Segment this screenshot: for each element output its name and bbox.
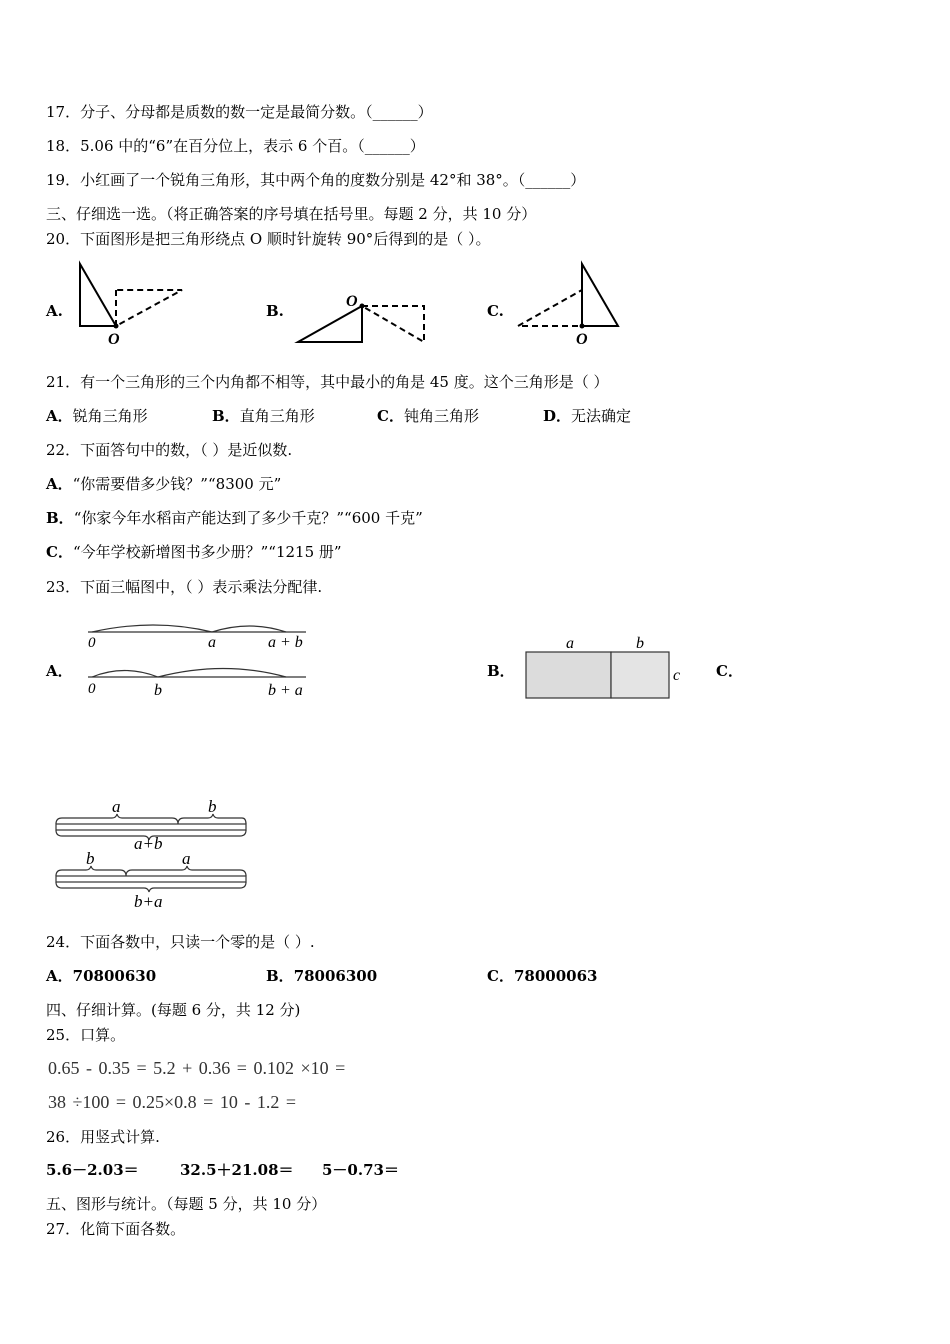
brace-label-a-2: a (182, 849, 191, 868)
rect-label-a: a (566, 635, 574, 652)
mental-math-row-1: 0.65 - 0.35 = 5.2 + 0.36 = 0.102 ×10 = (48, 1058, 346, 1078)
q21-option-b: B．直角三角形 (212, 407, 315, 425)
pivot-label: O (346, 293, 358, 310)
triangle-original (298, 306, 362, 342)
jump-arc-a2 (158, 669, 286, 678)
question-17: 17．分子、分母都是质数的数一定是最简分数。（______） (46, 103, 433, 121)
q23-braces-figure (50, 796, 260, 911)
triangle-rotated-dashed (518, 290, 582, 326)
label-b: b (154, 682, 162, 699)
q24-option-a: A．70800630 (46, 967, 157, 985)
question-24: 24．下面各数中，只读一个零的是（ ）. (46, 933, 315, 951)
question-25: 25．口算。 (46, 1026, 126, 1044)
q24-option-b: B．78006300 (266, 967, 378, 985)
q23-numberline-figure (84, 618, 314, 698)
pivot-point (360, 304, 365, 309)
rect-part-b (611, 652, 669, 698)
brace-label-a: a (112, 797, 121, 816)
bottom-brace-2 (56, 882, 246, 892)
jump-arc-b2 (92, 671, 158, 678)
section-4-heading: 四、仔细计算。(每题 6 分，共 12 分) (46, 1001, 301, 1019)
q23-option-c: C． (716, 662, 743, 680)
rect-part-a (526, 652, 611, 698)
pivot-label: O (108, 331, 120, 348)
mental-math-row-2: 38 ÷100 = 0.25×0.8 = 10 - 1.2 = (48, 1092, 296, 1112)
q20-option-a: A. (46, 302, 63, 320)
section-3-heading: 三、仔细选一选。（将正确答案的序号填在括号里。每题 2 分，共 10 分） (46, 205, 537, 223)
label-zero-2: 0 (88, 681, 96, 697)
brace-label-b-plus-a: b+a (134, 892, 163, 911)
rect-label-c: c (673, 667, 681, 684)
question-21: 21．有一个三角形的三个内角都不相等，其中最小的角是 45 度。这个三角形是（ ） (46, 373, 609, 391)
label-b-plus-a: b + a (268, 682, 303, 699)
q20-figure-a (70, 258, 220, 348)
rect-label-b: b (636, 635, 644, 652)
bar-1 (56, 824, 246, 830)
q20-option-b: B. (266, 302, 284, 320)
question-26: 26．用竖式计算. (46, 1128, 160, 1146)
brace-label-a-plus-b: a+b (134, 834, 163, 853)
q21-option-d: D．无法确定 (543, 407, 632, 425)
question-20: 20．下面图形是把三角形绕点 O 顺时针旋转 90°后得到的是（ ）。 (46, 230, 491, 248)
q21-option-c: C．钝角三角形 (377, 407, 479, 425)
q21-option-a: A．锐角三角形 (46, 407, 148, 425)
label-a: a (208, 634, 216, 651)
q22-option-c: C．“今年学校新增图书多少册？”“1215 册” (46, 543, 342, 561)
question-27: 27．化简下面各数。 (46, 1220, 186, 1238)
label-zero: 0 (88, 635, 96, 651)
brace-label-b: b (208, 797, 217, 816)
pivot-point (580, 324, 585, 329)
question-22: 22．下面答句中的数，（ ）是近似数. (46, 441, 293, 459)
top-brace-a (56, 814, 178, 824)
q20-figure-c (510, 258, 660, 348)
q20-option-c: C. (487, 302, 504, 320)
vertical-calc-2: 32.5＋21.08＝ (180, 1161, 294, 1179)
pivot-label: O (576, 331, 588, 348)
top-brace-a2 (126, 866, 246, 876)
jump-arc-b (212, 626, 286, 632)
question-19: 19．小红画了一个锐角三角形，其中两个角的度数分别是 42°和 38°。（______） (46, 171, 586, 189)
label-a-plus-b: a + b (268, 634, 303, 651)
question-18: 18．5.06 中的“6”在百分位上，表示 6 个百。（______） (46, 137, 425, 155)
pivot-point (114, 324, 119, 329)
question-23: 23．下面三幅图中，（ ）表示乘法分配律. (46, 578, 323, 596)
q23-option-b: B． (487, 662, 515, 680)
vertical-calc-1: 5.6－2.03＝ (46, 1161, 139, 1179)
section-5-heading: 五、图形与统计。（每题 5 分，共 10 分） (46, 1195, 327, 1213)
q24-option-c: C．78000063 (487, 967, 598, 985)
brace-label-b-2: b (86, 849, 95, 868)
vertical-calc-3: 5－0.73＝ (322, 1161, 399, 1179)
triangle-original (80, 264, 116, 326)
q22-option-a: A．“你需要借多少钱？”“8300 元” (46, 475, 282, 493)
triangle-original (582, 264, 618, 326)
top-brace-b2 (56, 866, 126, 876)
q23-rectangle-figure (520, 634, 700, 704)
q20-figure-b (290, 290, 450, 380)
q23-option-a: A． (46, 662, 73, 680)
q22-option-b: B．“你家今年水稻亩产能达到了多少千克？”“600 千克” (46, 509, 423, 527)
bar-2 (56, 876, 246, 882)
triangle-rotated-dashed (362, 306, 424, 342)
top-brace-b (178, 814, 246, 824)
triangle-rotated-dashed (116, 290, 182, 326)
jump-arc-a (92, 625, 212, 632)
